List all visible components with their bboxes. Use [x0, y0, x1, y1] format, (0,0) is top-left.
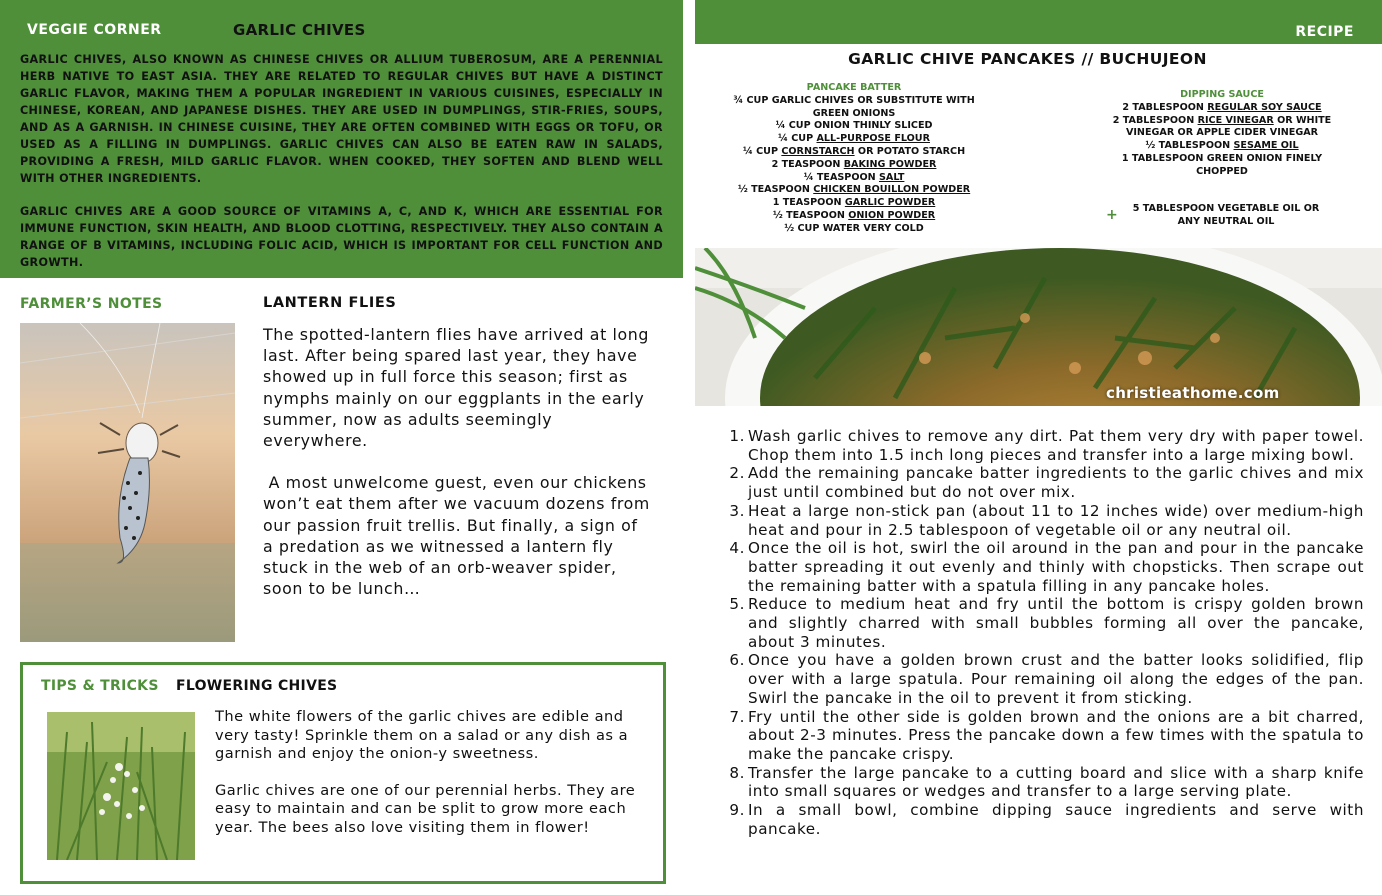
tips-and-tricks-label: TIPS & TRICKS [41, 678, 159, 694]
ingredient-text: ¾ CUP GARLIC CHIVES OR SUBSTITUTE WITH GREEN ONIONS [733, 94, 975, 119]
step-number: 3. [729, 501, 745, 520]
step-text: Fry until the other side is golden brown and the onions are a bit charred, about 2-3 minutes. Press the pancake down a few times with the spatula to make the pancake crispy. [748, 707, 1364, 763]
step-text: Transfer the large pancake to a cutting board and slice with a sharp knife into small squares or wedges and transfer to a large serving plate. [748, 763, 1364, 801]
veggie-corner-title: VEGGIE CORNER [27, 22, 162, 38]
veggie-corner-panel [0, 0, 683, 278]
ingredient-line [725, 133, 983, 146]
ingredient-text: ¼ TEASPOON [803, 171, 879, 183]
ingredient-link[interactable]: SALT [879, 171, 905, 183]
lantern-paragraph-1: The spotted-lantern flies have arrived at long last. After being spared last year, they have showed up in full force this season; first as nymphs mainly on our eggplants in the early summer, now as adults seemingly everywhere. [263, 325, 649, 451]
ingredient-text: 2 TABLESPOON [1122, 101, 1208, 113]
ingredient-text: ½ TEASPOON [772, 209, 849, 221]
ingredient-line [1100, 115, 1344, 141]
ingredient-link[interactable]: CORNSTARCH [781, 145, 855, 157]
step-text: Heat a large non-stick pan (about 11 to 12 inches wide) over medium-high heat and pour in 2.5 tablespoon of vegetable oil or any neutral oil. [748, 501, 1364, 539]
pancake-batter-heading: PANCAKE BATTER [806, 82, 902, 93]
ingredient-line [725, 184, 983, 197]
tips-paragraph-2: Garlic chives are one of our perennial herbs. They are easy to maintain and can be split to grow more each year. The bees also love visiting them in flower! [215, 781, 636, 836]
tips-paragraph-1: The white flowers of the garlic chives are edible and very tasty! Sprinkle them on a salad or any dish as a garnish and enjoy the onion-y sweetness. [215, 708, 629, 763]
step-number: 5. [729, 595, 745, 614]
lantern-fly-spider-photo [20, 323, 235, 642]
step-number: 9. [729, 801, 745, 820]
dipping-sauce-ingredients [1100, 89, 1344, 179]
ingredient-text: ½ TABLESPOON [1145, 140, 1234, 152]
ingredient-line [725, 223, 983, 236]
ingredient-text: 1 TEASPOON [772, 197, 845, 209]
oil-ingredient: 5 TABLESPOON VEGETABLE OIL OR ANY NEUTRAL OIL [1132, 203, 1320, 227]
ingredient-text: ¼ CUP [742, 145, 782, 157]
garlic-chives-heading: GARLIC CHIVES [233, 21, 366, 39]
step-text: In a small bowl, combine dipping sauce ingredients and serve with pancake. [748, 801, 1364, 838]
ingredient-line [725, 210, 983, 223]
recipe-step [727, 595, 1364, 651]
ingredient-link[interactable]: CHICKEN BOUILLON POWDER [813, 184, 971, 196]
ingredient-link[interactable]: GARLIC POWDER [844, 197, 936, 209]
ingredient-link[interactable]: BAKING POWDER [843, 158, 937, 170]
recipe-step [727, 708, 1364, 764]
ingredient-link[interactable]: REGULAR SOY SAUCE [1207, 101, 1322, 113]
ingredient-text: ¼ CUP ONION THINLY SLICED [775, 120, 933, 132]
recipe-steps-list [727, 427, 1364, 838]
step-number: 8. [729, 763, 745, 782]
pancake-batter-ingredients [725, 82, 983, 236]
ingredient-text: OR WHITE VINEGAR OR APPLE CIDER VINEGAR [1125, 114, 1332, 139]
recipe-step [727, 464, 1364, 501]
ingredient-line [1100, 153, 1344, 179]
farmers-notes-label: FARMER’S NOTES [20, 296, 163, 312]
recipe-title: GARLIC CHIVE PANCAKES // BUCHUJEON [848, 50, 1207, 68]
ingredient-text: 1 TABLESPOON GREEN ONION FINELY CHOPPED [1121, 152, 1323, 177]
step-text: Wash garlic chives to remove any dirt. Pat them very dry with paper towel. Chop them into 1.5 inch long pieces and transfer into a large mixing bowl. [748, 427, 1364, 464]
ingredient-link[interactable]: RICE VINEGAR [1197, 114, 1274, 126]
recipe-label: RECIPE [1295, 24, 1354, 40]
ingredient-line [725, 197, 983, 210]
recipe-step [727, 651, 1364, 707]
flowering-chives-photo [47, 712, 195, 860]
ingredient-line [725, 120, 983, 133]
step-text: Once you have a golden brown crust and the batter looks solidified, flip over with a large spatula. Pour remaining oil along the edges of the pan. Swirl the pancake in the oil to prevent it from sticking. [748, 651, 1364, 707]
plus-icon: + [1106, 207, 1118, 223]
photo-credit-watermark: christieathome.com [1106, 384, 1280, 402]
lantern-paragraph-2: A most unwelcome guest, even our chickens won’t eat them after we vacuum dozens from our passion fruit trellis. But finally, a sign of a predation as we witnessed a lantern fly stuck in the web of an orb-weaver spider, soon to be lunch… [263, 473, 656, 599]
recipe-step [727, 801, 1364, 838]
flowering-chives-text [215, 708, 655, 856]
ingredient-line [725, 159, 983, 172]
ingredient-text: ¼ CUP [778, 133, 817, 145]
lantern-flies-heading: LANTERN FLIES [263, 295, 397, 311]
step-number: 1. [729, 427, 745, 445]
lantern-flies-text [263, 324, 656, 620]
ingredient-line [725, 146, 983, 159]
ingredient-line [725, 172, 983, 185]
ingredient-line [1100, 102, 1344, 115]
recipe-step [727, 539, 1364, 595]
ingredient-text: ½ CUP WATER VERY COLD [784, 222, 924, 234]
pancake-batter-list [725, 95, 983, 236]
ingredient-line [725, 95, 983, 121]
ingredient-text: ½ TEASPOON [737, 184, 814, 196]
recipe-header-bar [695, 0, 1382, 44]
step-number: 2. [729, 464, 745, 483]
step-number: 7. [729, 707, 745, 726]
veggie-paragraph-1: GARLIC CHIVES, ALSO KNOWN AS CHINESE CHIVES OR ALLIUM TUBEROSUM, ARE A PERENNIAL HERB NATIVE TO EAST ASIA. THEY ARE RELATED TO REGULAR CHIVES BUT HAVE A DISTINCT GARLIC FLAVOR, MAKING THEM A POPULAR INGREDIENT IN VARIOUS CUISINES, ESPECIALLY IN CHINESE, KOREAN, AND JAPANESE DISHES. THEY ARE USED IN DUMPLINGS, STIR-FRIES, SOUPS, AND AS A GARNISH. IN CHINESE CUISINE, THEY ARE OFTEN COMBINED WITH EGGS OR TOFU, OR USED AS A FILLING IN DUMPLINGS. GARLIC CHIVES CAN ALSO BE EATEN RAW IN SALADS, PROVIDING A FRESH, MILD GARLIC FLAVOR. WHEN COOKED, THEY SOFTEN AND BLEND WELL WITH OTHER INGREDIENTS. [20, 53, 663, 185]
pancake-photo [695, 248, 1382, 406]
step-number: 6. [729, 651, 745, 670]
step-text: Once the oil is hot, swirl the oil around in the pan and pour in the pancake batter spreading it out evenly and thinly with chopsticks. Then scrape out the remaining batter with a spatula filling in any pancake holes. [748, 539, 1364, 595]
ingredient-line [1100, 140, 1344, 153]
recipe-step [727, 427, 1364, 464]
dipping-sauce-heading: DIPPING SAUCE [1180, 89, 1264, 100]
veggie-paragraph-2: GARLIC CHIVES ARE A GOOD SOURCE OF VITAMINS A, C, AND K, WHICH ARE ESSENTIAL FOR IMMUNE FUNCTION, SKIN HEALTH, AND BLOOD CLOTTING, RESPECTIVELY. THEY ALSO CONTAIN A RANGE OF B VITAMINS, INCLUDING FOLIC ACID, WHICH IS IMPORTANT FOR CELL FUNCTION AND GROWTH. [20, 205, 663, 269]
flowering-chives-heading: FLOWERING CHIVES [176, 678, 338, 694]
recipe-step [727, 764, 1364, 801]
step-text: Add the remaining pancake batter ingredients to the garlic chives and mix just until combined but do not over mix. [748, 464, 1364, 502]
step-number: 4. [729, 539, 745, 558]
ingredient-text: 2 TABLESPOON [1112, 114, 1198, 126]
tips-and-tricks-box [20, 662, 666, 884]
ingredient-text: 2 TEASPOON [771, 158, 844, 170]
step-text: Reduce to medium heat and fry until the bottom is crispy golden brown and slightly charred with small bubbles forming all over the pancake, about 3 minutes. [748, 595, 1364, 651]
ingredient-link[interactable]: ONION POWDER [848, 209, 936, 221]
recipe-step [727, 502, 1364, 539]
ingredient-text: OR POTATO STARCH [854, 145, 966, 157]
ingredient-link[interactable]: ALL-PURPOSE FLOUR [816, 133, 930, 145]
ingredient-link[interactable]: SESAME OIL [1233, 140, 1299, 152]
dipping-sauce-list [1100, 102, 1344, 179]
